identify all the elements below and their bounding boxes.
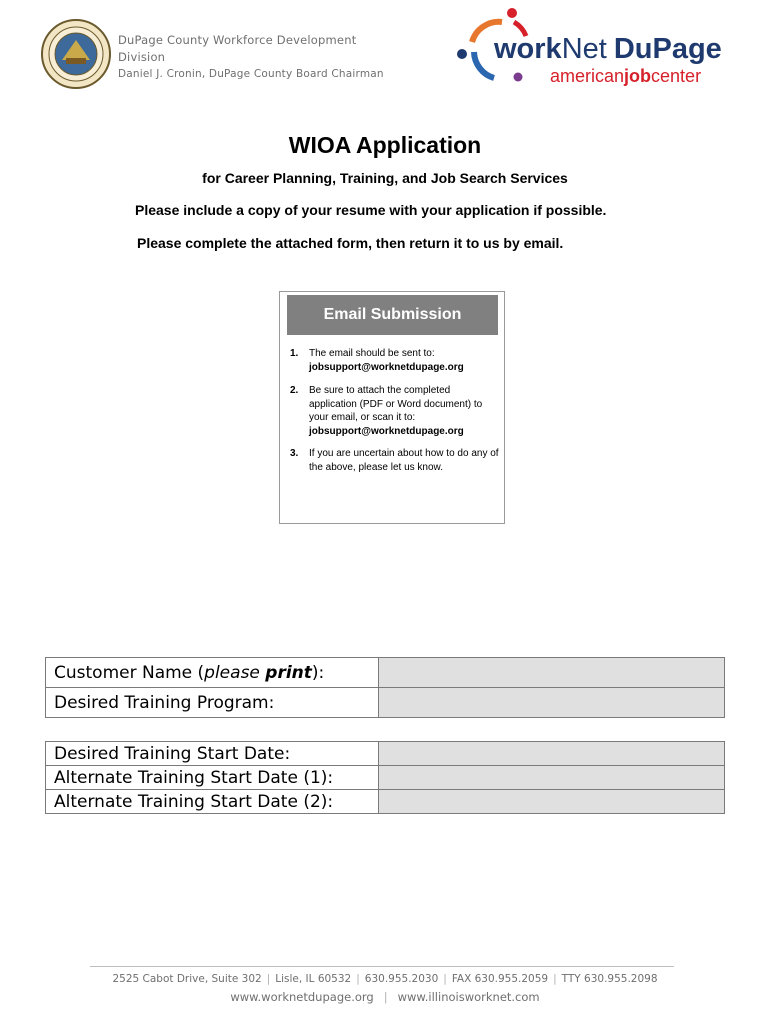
alt-date-1-field[interactable] — [379, 766, 725, 790]
footer-tty: TTY 630.955.2098 — [561, 973, 658, 985]
logo-job: job — [624, 66, 652, 86]
customer-name-field[interactable] — [379, 658, 725, 688]
logo-center: center — [651, 66, 702, 86]
email-step-1 — [290, 347, 500, 374]
logo-dupage: DuPage — [613, 33, 722, 65]
customer-info-table — [45, 657, 725, 718]
return-note: Please complete the attached form, then return it to us by email. — [137, 235, 564, 251]
email-address-link[interactable]: jobsupport@worknetdupage.org — [309, 361, 464, 373]
email-submission-header: Email Submission — [287, 295, 498, 335]
org-name-line2: Division — [118, 50, 166, 64]
logo-net: Net — [561, 33, 607, 65]
step-number: 3. — [290, 448, 299, 459]
customer-name-label — [46, 658, 379, 688]
footer-website-link[interactable]: www.worknetdupage.org — [230, 990, 374, 1004]
start-date-label: Desired Training Start Date: — [46, 742, 379, 766]
label-part-bold-italic: print — [265, 662, 312, 683]
start-date-field[interactable] — [379, 742, 725, 766]
alt-date-1-label: Alternate Training Start Date (1): — [46, 766, 379, 790]
chairman-line: Daniel J. Cronin, DuPage County Board Chairman — [118, 68, 384, 80]
footer-website-link[interactable]: www.illinoisworknet.com — [397, 990, 540, 1004]
desired-program-field[interactable] — [379, 688, 725, 718]
svg-text:americanjobcenter — [550, 66, 701, 86]
step-number: 2. — [290, 385, 299, 396]
step-text: The email should be sent to: — [309, 348, 435, 359]
label-part-italic: please — [204, 662, 266, 683]
page-subtitle: for Career Planning, Training, and Job Search Services — [202, 170, 568, 186]
email-step-3 — [290, 447, 500, 474]
label-part: Customer Name ( — [54, 662, 205, 683]
alt-date-2-label: Alternate Training Start Date (2): — [46, 790, 379, 814]
logo-dot-red — [507, 8, 517, 18]
svg-text:workNetDuPage — [493, 33, 722, 65]
training-dates-table — [45, 741, 725, 814]
table-row — [46, 766, 725, 790]
county-seal-icon — [40, 18, 112, 90]
logo-dot-purple — [514, 73, 523, 82]
label-part: ): — [311, 662, 325, 683]
logo-american: american — [550, 66, 625, 86]
page-title: WIOA Application — [288, 132, 482, 158]
worknet-dupage-logo — [454, 6, 724, 92]
email-step-2 — [290, 384, 500, 438]
email-address-link[interactable]: jobsupport@worknetdupage.org — [309, 425, 464, 437]
footer-address: 2525 Cabot Drive, Suite 302 — [112, 973, 262, 985]
step-text: Be sure to attach the completed application (PDF or Word document) to your email, or scan it to: — [309, 385, 483, 423]
logo-dot-navy — [457, 49, 467, 59]
email-submission-box — [279, 291, 505, 524]
footer-fax: FAX 630.955.2059 — [451, 973, 549, 985]
logo-work: work — [494, 33, 562, 65]
table-row — [46, 688, 725, 718]
footer-divider — [90, 966, 674, 967]
org-name-line1: DuPage County Workforce Development — [118, 33, 357, 47]
alt-date-2-field[interactable] — [379, 790, 725, 814]
step-text: If you are uncertain about how to do any of the above, please let us know. — [309, 448, 499, 473]
resume-note: Please include a copy of your resume with your application if possible. — [135, 202, 607, 218]
table-row — [46, 658, 725, 688]
footer-contact: 2525 Cabot Drive, Suite 302 | Lisle, IL 60532 | 630.955.2030 | FAX 630.955.2059 | TTY 630.955.2098 — [112, 973, 658, 985]
footer-websites: www.worknetdupage.org | www.illinoisworknet.com — [230, 990, 540, 1004]
footer-phone: 630.955.2030 — [364, 973, 439, 985]
step-number: 1. — [290, 348, 299, 359]
table-row — [46, 742, 725, 766]
desired-program-label: Desired Training Program: — [46, 688, 379, 718]
footer-city: Lisle, IL 60532 — [275, 973, 352, 985]
table-row — [46, 790, 725, 814]
